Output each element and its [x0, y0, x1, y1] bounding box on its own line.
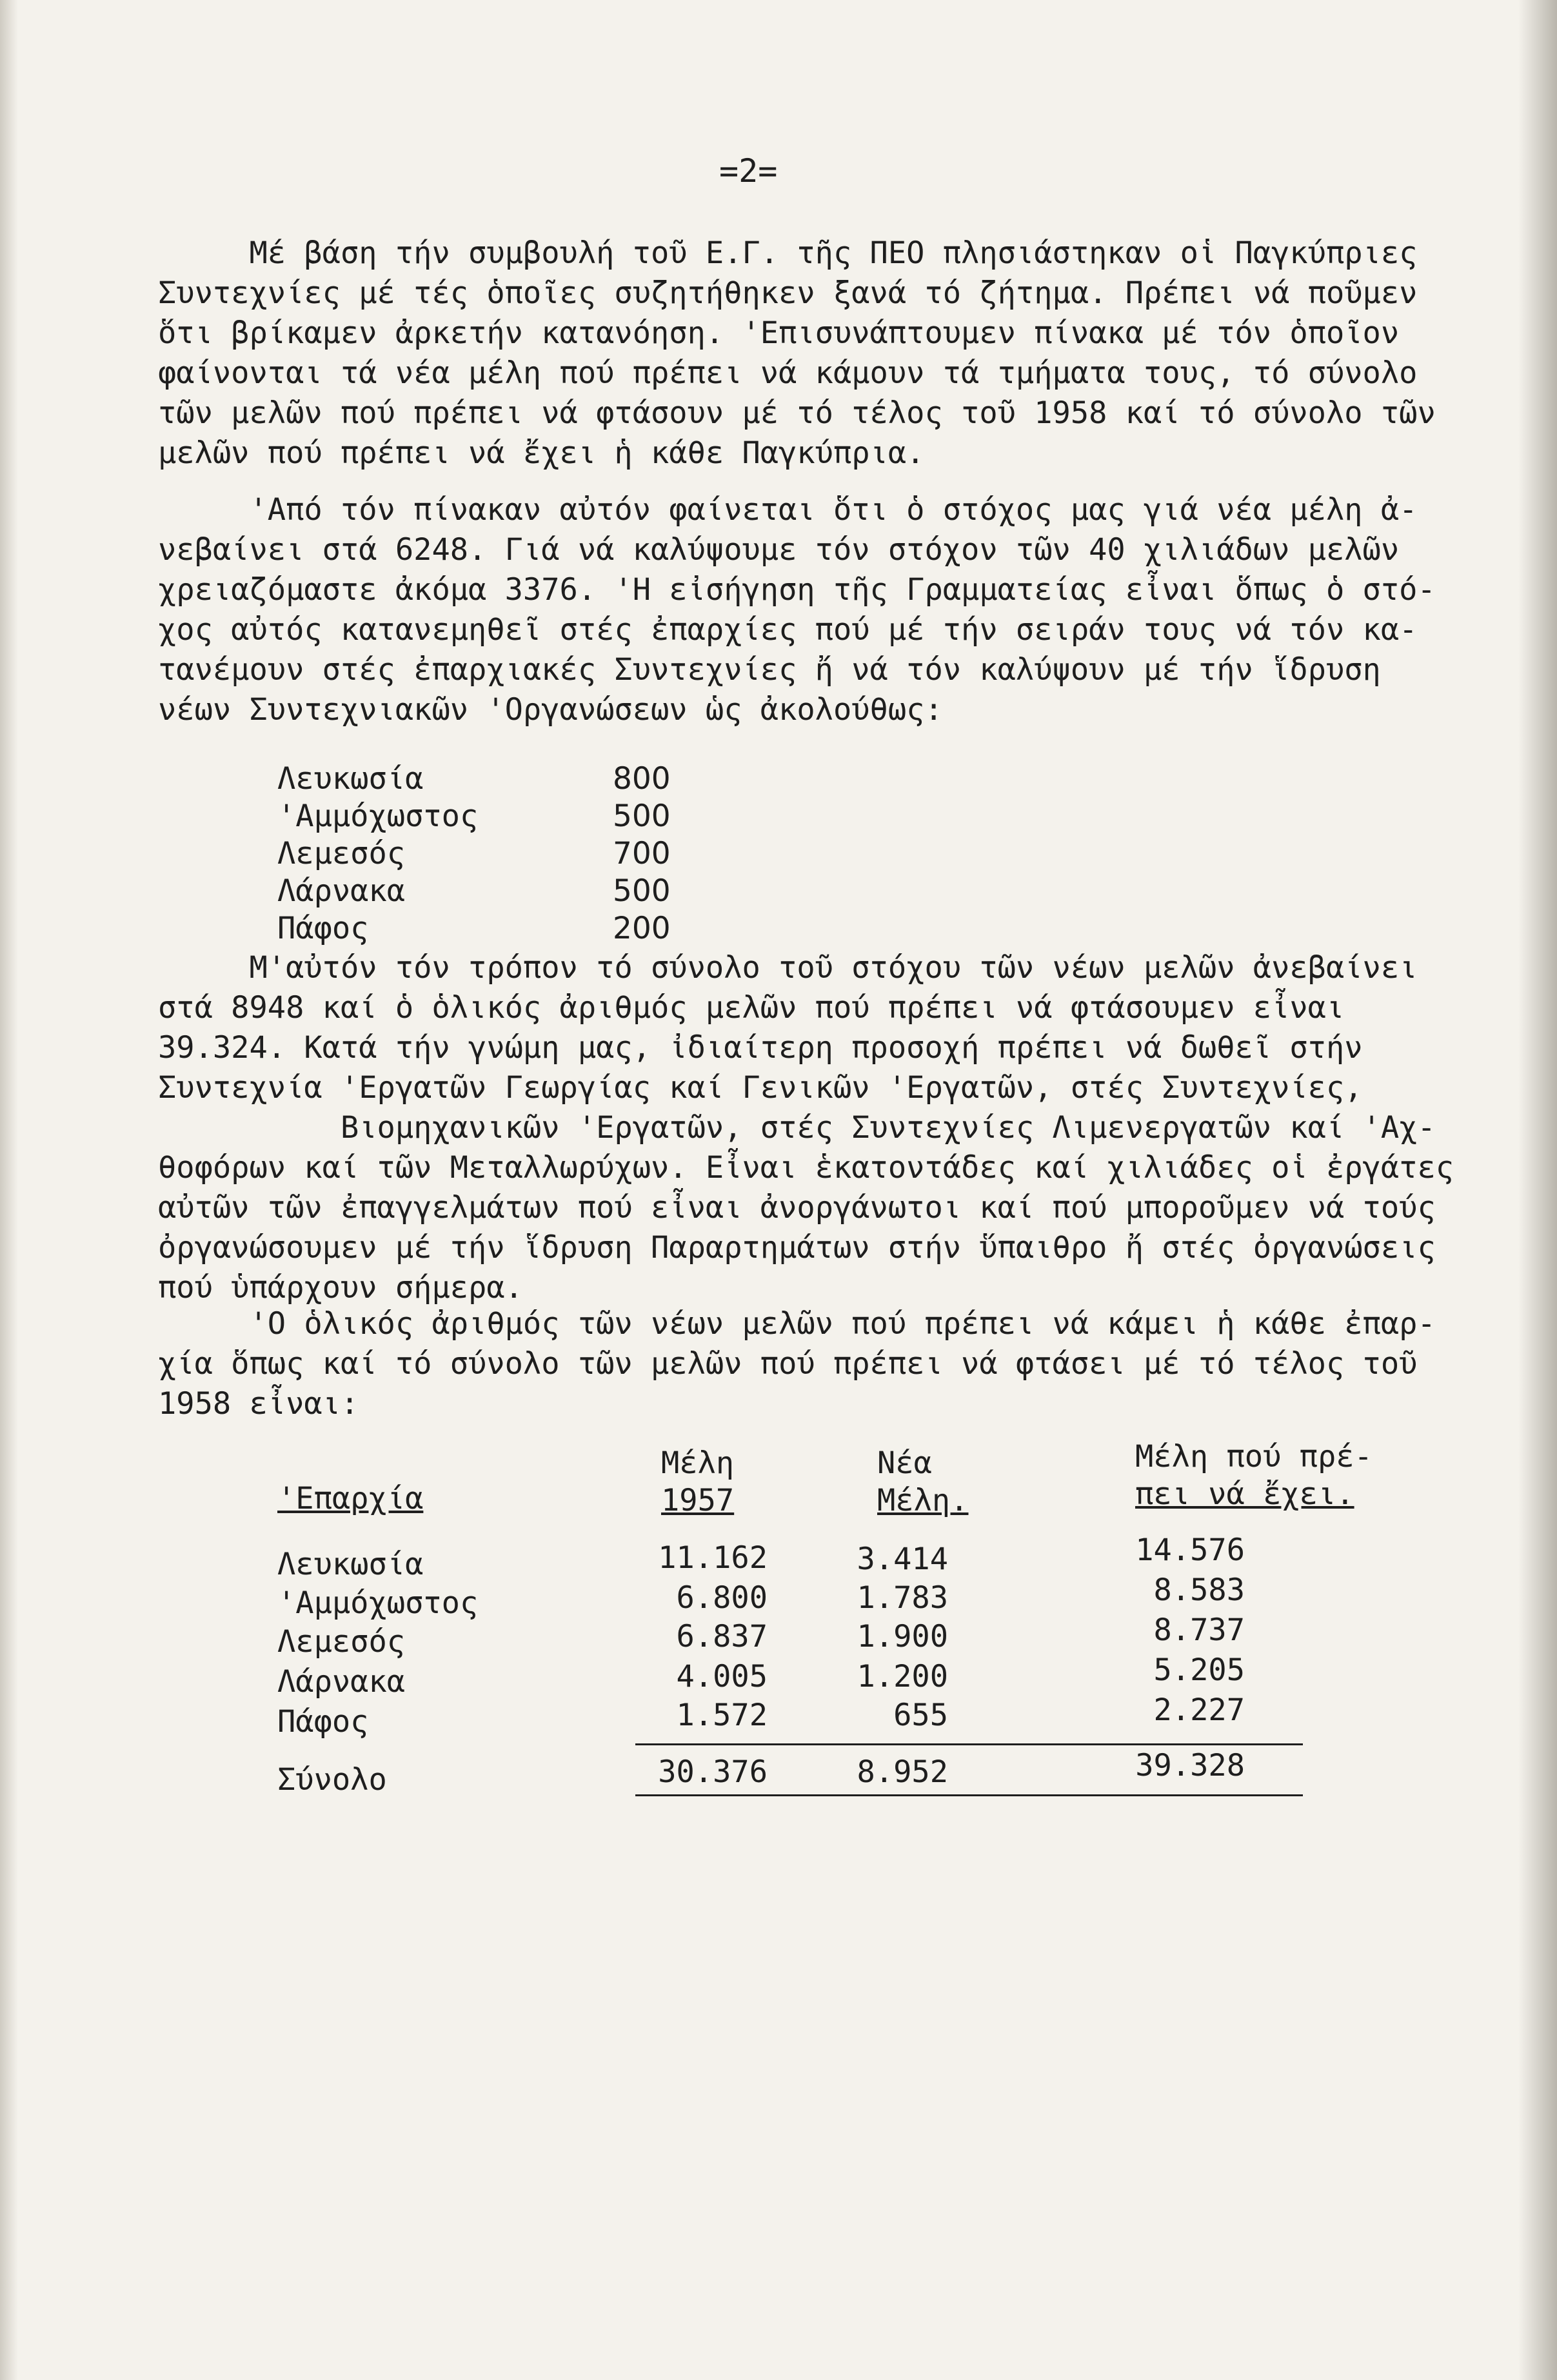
table-cell-members-1957: 1.572: [676, 1698, 768, 1733]
table-cell-members-1957: 6.800: [676, 1580, 768, 1616]
table-cell-new-members: 3.414: [857, 1542, 948, 1577]
table-row-district: Λευκωσία: [277, 1547, 424, 1582]
table-cell-target: 2.227: [1153, 1692, 1245, 1728]
table-cell-members-1957: 4.005: [676, 1659, 768, 1694]
table-row-district: Λεμεσός: [277, 1624, 406, 1660]
quota-district: Πάφος: [277, 911, 369, 946]
table-cell-target: 5.205: [1153, 1652, 1245, 1688]
table-total-members-1957: 30.376: [658, 1754, 768, 1790]
table-cell-new-members: 1.783: [857, 1580, 948, 1616]
table-rule-bottom: [635, 1794, 1303, 1796]
quota-value: 200: [613, 911, 671, 946]
table-cell-new-members: 1.200: [857, 1659, 948, 1694]
table-cell-new-members: 655: [893, 1698, 948, 1733]
header-target: Μέλη πού πρέ- πει νά ἔχει.: [1135, 1439, 1373, 1512]
quota-row: [277, 873, 690, 911]
table-row-district: Πάφος: [277, 1704, 369, 1740]
table-row-district: 'Αμμόχωστος: [277, 1585, 479, 1621]
paragraph-1: Μέ βάση τήν συμβουλή τοῦ Ε.Γ. τῆς ΠΕΟ πλησιάστηκαν οἱ Παγκύπριες Συντεχνίες μέ τές ὁποῖες συζητήθηκεν ξανά τό ζήτημα. Πρέπει νά ποῦμεν ὅτι βρίκαμεν ἀρκετήν κατανόηση. 'Επισυνάπτουμεν πίνακα μέ τόν ὁποῖον φαίνονται τά νέα μέλη πού πρέπει νά κάμουν τά τμήματα τους, τό σύνολο τῶν μελῶν πού πρέπει νά φτάσουν μέ τό τέλος τοῦ 1958 καί τό σύνολο τῶν μελῶν πού πρέπει νά ἔχει ἡ κάθε Παγκύπρια.: [158, 235, 1436, 471]
quota-row: [277, 798, 690, 836]
quota-district: Λάρνακα: [277, 873, 406, 909]
quota-district: Λευκωσία: [277, 761, 424, 797]
quota-row: [277, 911, 690, 948]
quota-value: 500: [613, 873, 671, 909]
header-members-1957: Μέλη 1957: [661, 1445, 735, 1518]
quota-value: 700: [613, 836, 671, 871]
table-rule-top: [635, 1743, 1303, 1745]
scan-edge-right: [1518, 0, 1557, 2380]
table-cell-new-members: 1.900: [857, 1619, 948, 1654]
scan-edge-left: [0, 0, 18, 2380]
header-new-members: Νέα Μέλη.: [877, 1445, 969, 1518]
paragraph-3: Μ'αὐτόν τόν τρόπον τό σύνολο τοῦ στόχου τῶν νέων μελῶν ἀνεβαίνει στά 8948 καί ὁ ὁλικός ἀριθμός μελῶν πού πρέπει νά φτάσουμεν εἶναι 39.324. Κατά τήν γνώμη μας, ἰδιαίτερη προσοχή πρέπει νά δωθεῖ στήν Συντεχνία 'Εργατῶν Γεωργίας καί Γενικῶν 'Εργατῶν, στές Συντεχνίες, Βιομηχανικῶν 'Εργατῶν, στές Συντεχνίες Λιμενεργατῶν καί 'Αχ- θοφόρων καί τῶν Μεταλλωρύχων. Εἶναι ἑκατοντάδες καί χιλιάδες οἱ ἐργάτες αὐτῶν τῶν ἐπαγγελμάτων πού εἶναι ἀνοργάνωτοι καί πού μποροῦμεν νά τούς ὀργανώσουμεν μέ τήν ἵδρυση Παραρτημάτων στήν ὕπαιθρο ἤ στές ὀργανώσεις πού ὑπάρχουν σήμερα.: [158, 950, 1454, 1305]
table-cell-target: 8.737: [1153, 1612, 1245, 1648]
quota-district: 'Αμμόχωστος: [277, 798, 479, 834]
quota-row: [277, 836, 690, 873]
table-cell-members-1957: 6.837: [676, 1619, 768, 1654]
quota-value: 500: [613, 798, 671, 834]
table-cell-members-1957: 11.162: [658, 1540, 768, 1576]
table-row-district: Λάρνακα: [277, 1664, 406, 1700]
quota-district: Λεμεσός: [277, 836, 406, 871]
page-number: =2=: [719, 152, 778, 190]
table-total-target: 39.328: [1135, 1748, 1245, 1783]
table-cell-target: 14.576: [1135, 1532, 1245, 1568]
paragraph-4: 'Ο ὁλικός ἀριθμός τῶν νέων μελῶν πού πρέπει νά κάμει ἡ κάθε ἐπαρ- χία ὅπως καί τό σύνολο τῶν μελῶν πού πρέπει νά φτάσει μέ τό τέλος τοῦ 1958 εἶναι:: [158, 1306, 1436, 1422]
table-total-new-members: 8.952: [857, 1754, 948, 1790]
quota-row: [277, 761, 690, 798]
header-district: 'Επαρχία: [277, 1481, 424, 1516]
table-total-label: Σύνολο: [277, 1762, 387, 1798]
table-cell-target: 8.583: [1153, 1572, 1245, 1608]
paragraph-2: 'Από τόν πίνακαν αὐτόν φαίνεται ὅτι ὁ στόχος μας γιά νέα μέλη ἀ- νεβαίνει στά 6248. Γιά νά καλύψουμε τόν στόχον τῶν 40 χιλιάδων μελῶν χρειαζόμαστε ἀκόμα 3376. 'Η εἰσήγηση τῆς Γραμματείας εἶναι ὅπως ὁ στό- χος αὐτός κατανεμηθεῖ στές ἐπαρχίες πού μέ τήν σειράν τους νά τόν κα- τανέμουν στές ἐπαρχιακές Συντεχνίες ἤ νά τόν καλύψουν μέ τήν ἵδρυση νέων Συντεχνιακῶν 'Οργανώσεων ὡς ἀκολούθως:: [158, 492, 1436, 728]
quota-value: 800: [613, 761, 671, 797]
